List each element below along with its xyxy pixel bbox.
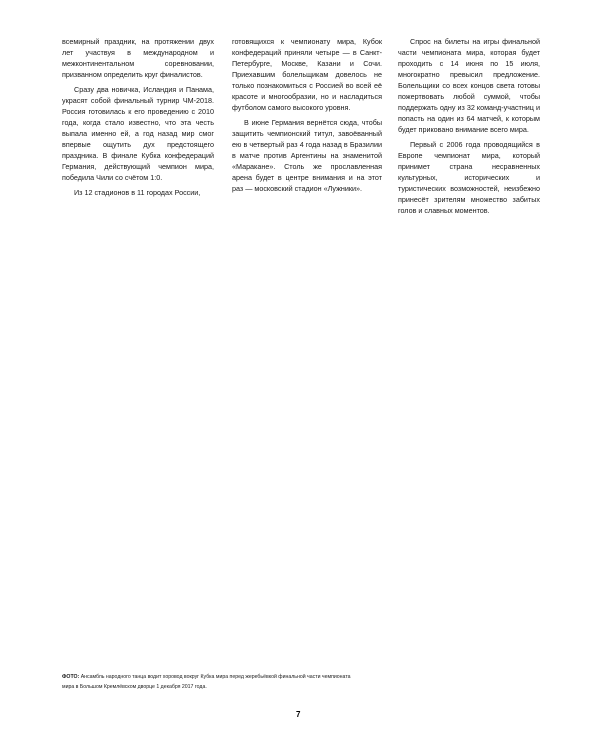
text-column-1 [62,36,214,202]
photo-caption [62,672,362,692]
paragraph: Сразу два новичка, Исландия и Панама, украсят собой финальный турнир ЧМ-2018. Россия готовилась к его проведению с 2010 года, когда стало известно, что эта честь выпала именно ей, а год назад мир смог впервые ощутить дух предстоящего праздника. В финале Кубка конфедераций Германия, действующий чемпион мира, победила Чили со счётом 1:0. [62,85,214,182]
page-number: 7 [296,710,301,719]
caption-text: Ансамбль народного танца водит хоровод вокруг Кубка мира перед жеребьёвкой финальной части чемпионата мира в Большом Кремлёвском дворце 1 декабря 2017 года. [62,674,351,690]
caption-label: ФОТО: [62,674,80,680]
paragraph: Первый с 2006 года проводящийся в Европе чемпионат мира, который принимет страна несравненных культурных, исторических и туристических возможностей, неизбежно принесёт зрителям множество забитых голов и славных моментов. [398,140,540,215]
paragraph: всемирный праздник, на протяжении двух лет участвуя в международном и межконтинентальном соревновании, призванном определить круг финалистов. [62,37,214,79]
text-column-2 [232,36,382,198]
paragraph: Из 12 стадионов в 11 городах России, [74,188,201,197]
paragraph: Спрос на билеты на игры финальной части чемпионата мира, которая будет проходить с 14 июня по 15 июля, многократно превысил предложение. Болельщики со всех концов света готовы пожертвовать любой суммой, чтобы поддержать одну из 32 команд-участниц и попасть на один из 64 матчей, к которым будет приковано внимание всего мира. [398,37,540,134]
paragraph: В июне Германия вернётся сюда, чтобы защитить чемпионский титул, завоёванный ею в четвертый раз 4 года назад в Бразилии в матче против Аргентины на знаменитой «Маракане». Столь же прославленная арена будет в центре внимания и на этот раз — московский стадион «Лужники». [232,118,382,193]
paragraph: готовящихся к чемпионату мира, Кубок конфедераций приняли четыре — в Санкт-Петербурге, Москве, Казани и Сочи. Приехавшим болельщикам довелось не только познакомиться с Россией во всей её красоте и многообразии, но и насладиться футболом самого высокого уровня. [232,37,382,112]
text-column-3 [398,36,540,220]
